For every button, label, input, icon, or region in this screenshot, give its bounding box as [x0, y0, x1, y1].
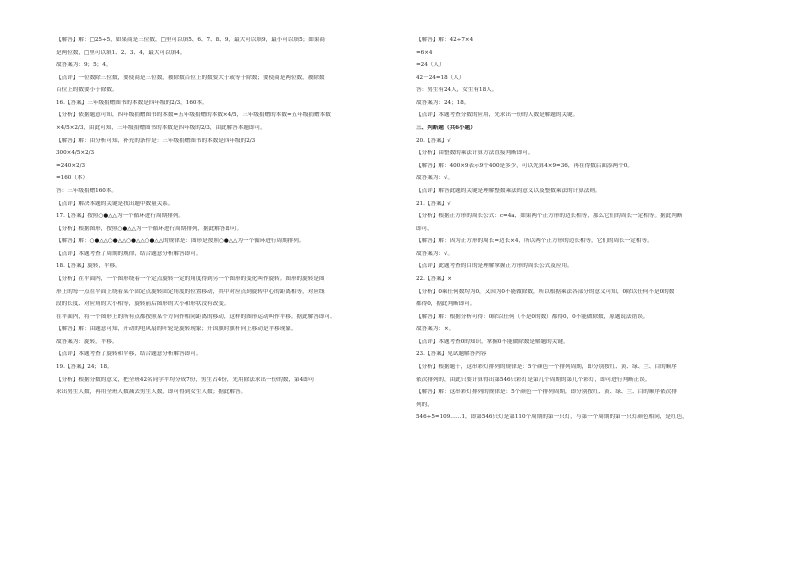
solution-line: 列的， — [416, 401, 433, 408]
comment-line: 【点评】一位数除三位数，要使商是三位数，被除数百位上的数要大于或等于除数；要使商是两位数，被除数 — [56, 74, 325, 81]
analysis-line: 【分析】根据分数的意义，把全班42名同学平均分成7份，男生占4份，先用除法求出一份的数，第4即可 — [56, 376, 315, 383]
analysis-line: 即可。 — [416, 225, 433, 232]
solution-line: =24（人） — [416, 62, 445, 69]
answer-line: 故答案为：√。 — [416, 250, 454, 257]
analysis-line: 【分析】根据图形，按照○●△△为一个循环进行周期排列，据此解答即可。 — [56, 225, 243, 232]
comment-line: 【点评】本题考查了周期的规律，结合题意分析解答即可。 — [56, 250, 202, 257]
solution-line: 42－24=18（人） — [416, 74, 465, 81]
analysis-line: 【分析】根据题干，这串彩灯排列的规律是：5个颜色一个排列周期，即分别按红、黄、绿、兰、白的顺序 — [416, 364, 677, 371]
solution-line: =160（本） — [56, 175, 89, 182]
solution-line: 【解答】解：42÷7×4 — [416, 37, 474, 43]
comment-line: 【点评】解答此题的关键是理解整数乘法的意义以及整数乘法的计算法则。 — [416, 187, 601, 194]
comment-line: 百位上的数要小于除数。 — [56, 87, 118, 94]
solution-line: 【解答】解：这串彩灯排列的规律是：5个颜色一个排列周期，即分别按红、黄、绿、兰、白的顺序依次排 — [416, 389, 677, 396]
question-22-answer: 22.【答案】× — [416, 275, 452, 282]
solution-line: =6×4 — [416, 49, 433, 56]
question-20-answer: 20.【答案】√ — [416, 137, 451, 144]
comment-line: 【点评】解决本题的关键是找出题中数量关系。 — [56, 200, 174, 207]
analysis-line: 【分析】依据题意可知，四年级捐赠图书的本数=五年级捐赠的本数×4/5，三年级捐赠的本数=五年级捐赠本数 — [56, 112, 331, 119]
answer-line: 故答案为：24；18。 — [416, 99, 470, 106]
analysis-line: 都得0，据此判断即可。 — [416, 301, 476, 308]
analysis-line: 【分析】根据正方形的周长公式：c=4a，如果两个正方形的边长相等，那么它们的周长一定相等。据此判断 — [416, 213, 683, 220]
question-18-answer: 18.【答案】旋转，平移。 — [56, 263, 121, 270]
left-column — [56, 37, 388, 402]
answer-line: 故答案为：√。 — [416, 175, 454, 182]
question-17-answer: 17.【答案】按照○●△△为一个循环进行周期排列。 — [56, 213, 184, 220]
analysis-line: 【分析】由整数的乘法计算方法直接判断即可。 — [416, 150, 534, 157]
answer-line: 故答案为：×。 — [416, 326, 455, 333]
answer-line: 答：三年级捐赠160本。 — [56, 187, 118, 194]
comment-line: 【点评】本题考查0的知识，掌握0不能做除数是解题的关键。 — [416, 338, 569, 345]
analysis-line: 依次排列的，由此只要计算得出第546只彩灯是第几个周期的第几个彩灯，即可进行判断正误。 — [416, 376, 651, 383]
solution-line: 【解答】解：因为正方形的周长=边长×4，所以两个正方形的边长相等，它们的周长一定相等。 — [416, 238, 653, 245]
answer-line: 故答案为：旋转，平移。 — [56, 338, 118, 345]
analysis-line: 形上的每一点在平面上绕着某个固定点旋转固定角度的位置移动，其中对应点到旋转中心的距离相等，对应线 — [56, 288, 325, 295]
answer-line: 故答案为：9；5；4。 — [56, 62, 112, 69]
solution-line: 【解答】解：○●△△○●△△○●△△○●△△的规律是：图形是按照○●△△为一个循环进行周期排列。 — [56, 238, 305, 245]
solution-line: =240×2/3 — [56, 162, 86, 169]
solution-line: 546÷5=109……1，即第546只灯是第110个周期的第一只灯，与第一个周期的第一只灯颜色相同，是红色， — [416, 414, 688, 421]
analysis-line: 在平面内，将一个图形上的所有点都按照某个方向作相同距离的移动，这样的图形运动叫作平移。据此解答即可。 — [56, 313, 336, 320]
question-23-answer: 23.【答案】见试题解答内容 — [416, 351, 487, 358]
analysis-line: 【解答】解：□25÷5，如果商是三位数，□里可以填5、6、7、8、9，最大可以填9，最小可以填5；如果商 — [56, 37, 326, 43]
solution-line: 【解答】解：由分析可知，补充的条件是：三年级捐赠图书的本数是四年级的2/3 — [56, 137, 256, 144]
question-16-answer: 16.【答案】三年级捐赠图书的本数是四年级的2/3，160本。 — [56, 99, 208, 106]
solution-line: 【解答】解：由题意可知，开动的电风扇的叶轮是旋转现象；升国旗时旗杆向上移动是平移现象。 — [56, 326, 297, 333]
solution-line: 【解答】解：根据分析可得：0除以任何（不是0的数）都得0，0不能做除数，原题说法错误。 — [416, 313, 649, 320]
right-column — [416, 37, 748, 427]
analysis-line: 段的长度、对应角的大小相等，旋转前后图形的大小和形状没有改变。 — [56, 301, 230, 308]
analysis-line: 是两位数，□里可以填1、2、3、4，最大可以填4。 — [56, 49, 186, 56]
question-19-answer: 19.【答案】24；18。 — [56, 364, 113, 371]
question-21-answer: 21.【答案】√ — [416, 200, 451, 207]
comment-line: 【点评】本题考查了旋转和平移，结合题意分析解答即可。 — [56, 351, 202, 358]
analysis-line: 【分析】0乘任何数均为0，又因为0不能做除数，所以根据乘法各部分的意义可知，0除以任何不是0的数 — [416, 288, 675, 295]
analysis-line: 【分析】在平面内，一个图形绕着一个定点旋转一定的角度得到另一个图形的变化叫作旋转。图形的旋转是图 — [56, 275, 325, 282]
comment-line: 【点评】此题考查的目的是理解掌握正方形的周长公式及应用。 — [416, 263, 573, 270]
section-heading: 三、判断题（共6小题） — [416, 125, 476, 132]
analysis-line: ×4/5×2/3，由此可知，三年级捐赠图书的本数是四年级的2/3，由此解答本题即可。 — [56, 125, 266, 132]
analysis-line: 求出男生人数，再用全班人数减去男生人数，即可得到女生人数；据此解答。 — [56, 389, 247, 396]
solution-line: 300×4/5×2/3 — [56, 150, 95, 157]
comment-line: 【点评】本题考查分数的应用，先求出一份的人数是解题的关键。 — [416, 112, 579, 119]
solution-line: 【解答】解：400×9表示9个400是多少，可以先算4×9=36，再在得数后面添两个0。 — [416, 162, 633, 169]
answer-line: 答：男生有24人，女生有18人。 — [416, 87, 498, 94]
